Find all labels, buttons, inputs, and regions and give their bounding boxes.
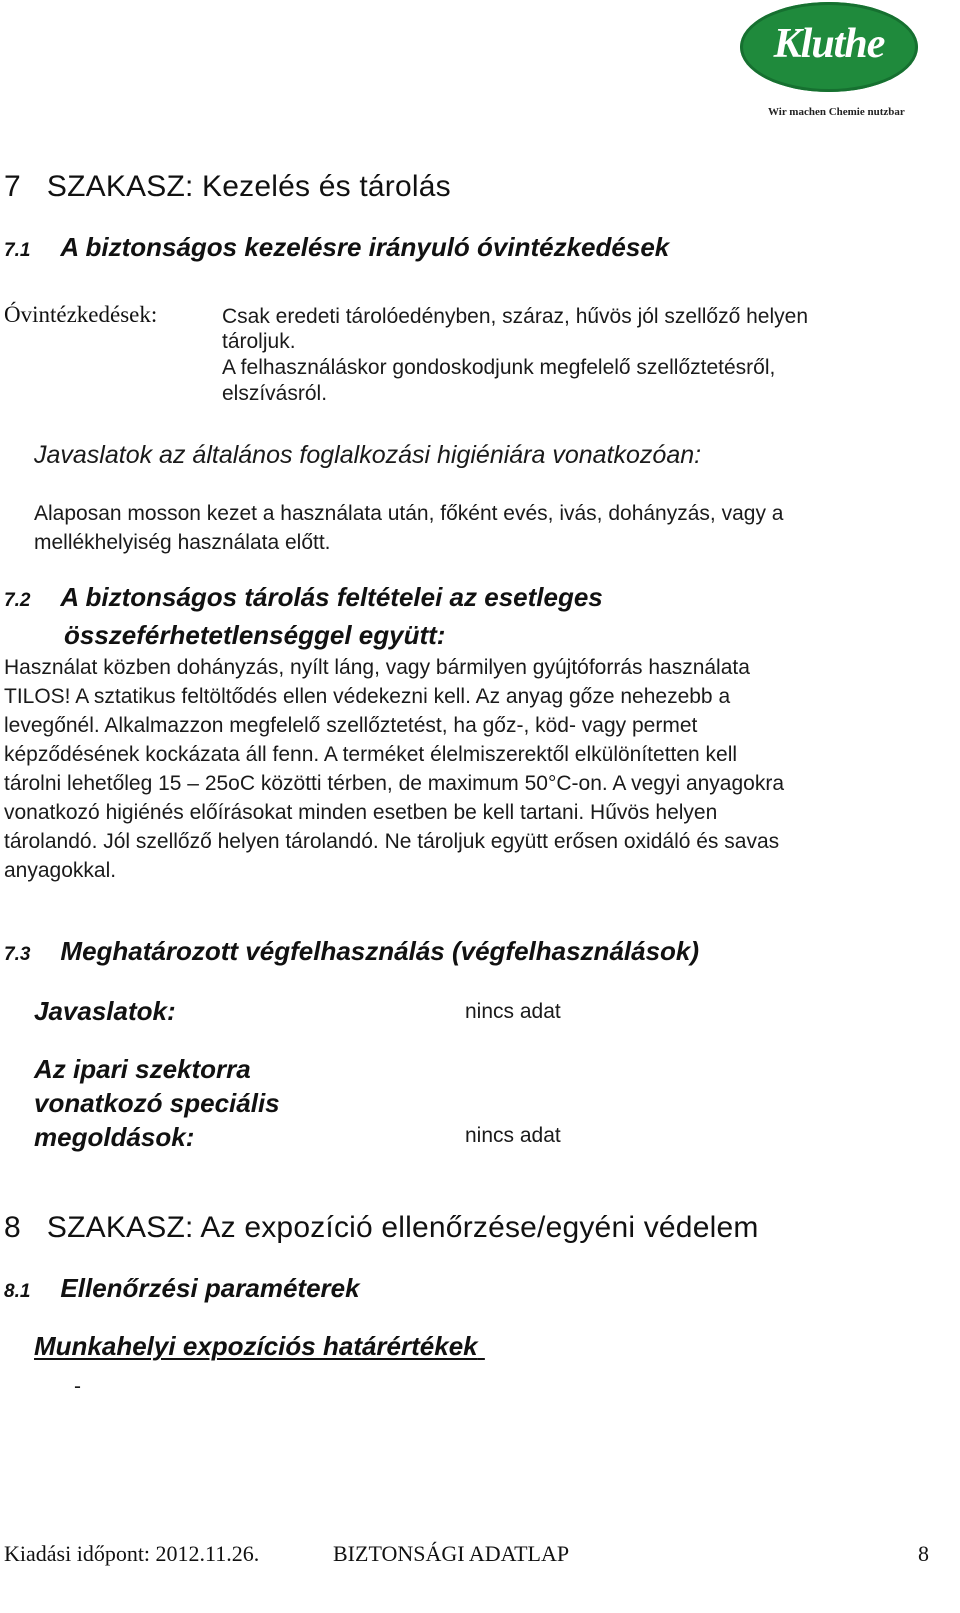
section-8-heading xyxy=(4,1211,759,1245)
subsection-7-1-number: 7.1 xyxy=(4,240,31,261)
precautions-line: elszívásról. xyxy=(222,382,328,405)
exposure-limits-dash: - xyxy=(74,1375,81,1398)
storage-line: vonatkozó higiénés előírásokat minden esetben be kell tartani. Hűvös helyen xyxy=(4,801,718,824)
subsection-7-2-heading xyxy=(4,580,603,652)
subsection-7-2-number: 7.2 xyxy=(4,590,31,611)
subsection-7-3-number: 7.3 xyxy=(4,944,31,965)
subsection-8-1-number: 8.1 xyxy=(4,1281,31,1302)
section-7-heading xyxy=(4,170,451,204)
hygiene-text xyxy=(34,499,783,557)
recommendations-value: nincs adat xyxy=(465,1000,561,1023)
industry-label-line: vonatkozó speciális xyxy=(34,1088,280,1118)
section-8-number: 8 xyxy=(4,1211,21,1244)
section-8-title: SZAKASZ: Az expozíció ellenőrzése/egyéni védelem xyxy=(46,1211,759,1244)
industry-label-line: Az ipari szektorra xyxy=(34,1054,251,1084)
storage-line: képződésének kockázata áll fenn. A terméket élelmiszerektől elkülönítetten kell xyxy=(4,743,738,766)
precautions-text xyxy=(222,302,808,406)
subsection-7-1-title: A biztonságos kezelésre irányuló óvintézkedések xyxy=(60,232,670,262)
hygiene-heading: Javaslatok az általános foglalkozási higiéniára vonatkozóan: xyxy=(34,441,702,469)
subsection-7-1-heading xyxy=(4,232,669,263)
footer-issue-date: Kiadási időpont: 2012.11.26. xyxy=(4,1541,260,1566)
storage-line: anyagokkal. xyxy=(4,859,117,882)
exposure-limits-title: Munkahelyi expozíciós határértékek xyxy=(34,1331,478,1361)
company-logo xyxy=(740,2,940,122)
section-7-number: 7 xyxy=(4,170,21,203)
logo-tagline: Wir machen Chemie nutzbar xyxy=(768,106,905,118)
footer-page-number: 8 xyxy=(918,1541,929,1566)
storage-line: tárolandó. Jól szellőző helyen tárolandó. Ne tároljuk együtt erősen oxidáló és savas xyxy=(4,830,780,853)
subsection-8-1-title: Ellenőrzési paraméterek xyxy=(60,1273,360,1303)
subsection-7-2-title-line: összeférhetetlenséggel együtt: xyxy=(64,620,446,650)
subsection-7-2-title-line: A biztonságos tárolás feltételei az esetleges xyxy=(60,582,603,612)
section-7-title: SZAKASZ: Kezelés és tárolás xyxy=(46,170,451,203)
subsection-7-3-heading xyxy=(4,936,699,967)
storage-line: tárolni lehetőleg 15 – 25oC közötti térben, de maximum 50°C-on. A vegyi anyagokra xyxy=(4,772,785,795)
exposure-limits-heading xyxy=(34,1329,538,1363)
industry-label-line: megoldások: xyxy=(34,1122,195,1152)
hygiene-line: Alaposan mosson kezet a használata után, főként evés, ivás, dohányzás, vagy a xyxy=(34,502,784,525)
recommendations-label: Javaslatok: xyxy=(34,996,176,1026)
logo-brand: Kluthe xyxy=(773,21,885,67)
hygiene-line: mellékhelyiség használata előtt. xyxy=(34,531,331,554)
industry-solutions-value: nincs adat xyxy=(465,1124,561,1147)
footer-doc-title: BIZTONSÁGI ADATLAP xyxy=(333,1541,570,1566)
subsection-8-1-heading xyxy=(4,1273,360,1304)
precautions-line: tároljuk. xyxy=(222,330,296,353)
storage-conditions-text xyxy=(4,653,784,885)
subsection-7-3-title: Meghatározott végfelhasználás (végfelhasználások) xyxy=(60,936,700,966)
precautions-line: A felhasználáskor gondoskodjunk megfelelő szellőztetésről, xyxy=(222,356,776,379)
precautions-line: Csak eredeti tárolóedényben, száraz, hűvös jól szellőző helyen xyxy=(222,305,809,328)
storage-line: TILOS! A sztatikus feltöltődés ellen védekezni kell. Az anyag gőze nehezebb a xyxy=(4,685,731,708)
industry-solutions-label xyxy=(34,1052,280,1154)
storage-line: Használat közben dohányzás, nyílt láng, vagy bármilyen gyújtóforrás használata xyxy=(4,656,750,679)
heading-underline-extension xyxy=(478,1329,538,1363)
precautions-label: Óvintézkedések: xyxy=(4,302,158,327)
storage-line: levegőnél. Alkalmazzon megfelelő szellőztetést, ha gőz-, köd- vagy permet xyxy=(4,714,698,737)
